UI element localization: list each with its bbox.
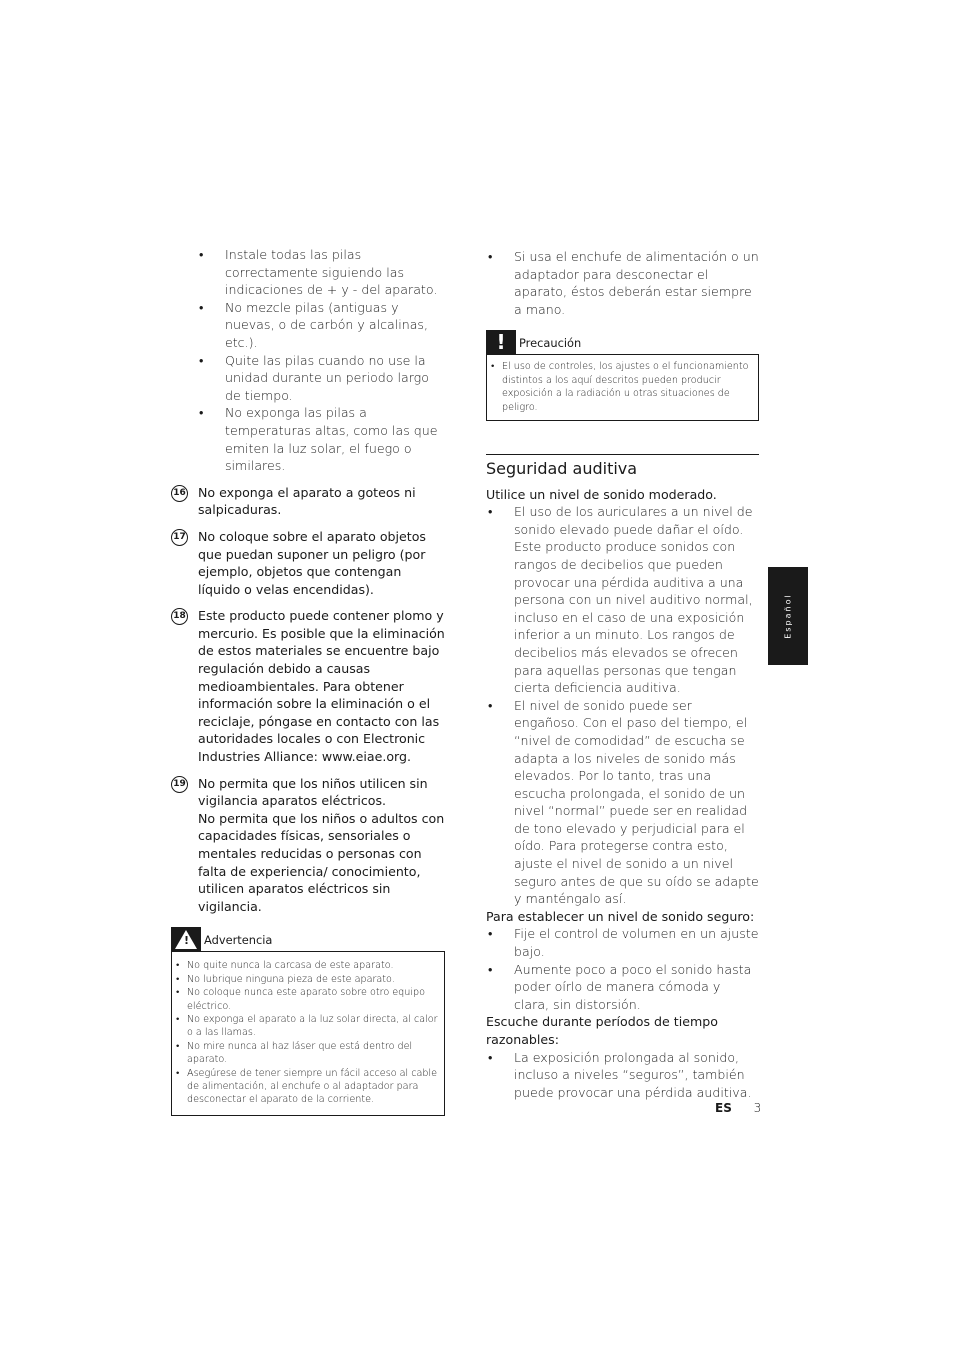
numbered-item-16 [171, 484, 445, 519]
page-footer [715, 1101, 761, 1115]
warning-label: Advertencia [204, 932, 273, 947]
subheading: Escuche durante períodos de tiempo razonables: [486, 1014, 718, 1047]
adapter-bullet-list [486, 248, 759, 318]
list-item: • No exponga el aparato a la luz solar directa, al calor o a las llamas. [176, 1013, 438, 1040]
list-item: • Aumente poco a poco el sonido hasta poder oírlo de manera cómoda y clara, sin distorsión. [486, 961, 759, 1014]
page-number: 3 [753, 1101, 762, 1115]
numbered-item-text: No coloque sobre el aparato objetos que puedan suponer un peligro (por ejemplo, objetos que contengan líquido o velas encendidas). [198, 528, 426, 597]
warning-body [171, 951, 445, 1115]
bullet-list [486, 503, 759, 908]
list-item: • Si usa el enchufe de alimentación o un adaptador para desconectar el aparato, éstos deberán estar siempre a mano. [486, 248, 759, 318]
numbered-item-text: No exponga el aparato a goteos ni salpicaduras. [198, 484, 416, 518]
caution-box [486, 330, 759, 421]
list-item: • No mire nunca al haz láser que está dentro del aparato. [176, 1040, 438, 1067]
list-item: • El uso de los auriculares a un nivel de sonido elevado puede dañar el oído. Este producto produce sonidos con rangos de decibelios que pueden provocar una pérdida auditiva a una persona con un nivel auditivo normal, incluso en el caso de una exposición inferior a un minuto. Los rangos de decibelios más elevados se ofrecen para aquellas personas que tengan cierta deficiencia auditiva. [486, 503, 759, 697]
caution-header [486, 330, 759, 354]
battery-bullet-list [171, 246, 445, 475]
subheading: Utilice un nivel de sonido moderado. [486, 486, 717, 502]
section-title: Seguridad auditiva [486, 459, 638, 478]
bullet-list [486, 925, 759, 1013]
circled-number: 17 [171, 529, 188, 546]
list-item: • Fije el control de volumen en un ajuste bajo. [486, 925, 759, 960]
list-item: • No lubrique ninguna pieza de este aparato. [176, 973, 438, 986]
list-item: • El uso de controles, los ajustes o el funcionamiento distintos a los aquí descritos pueden producir exposición a la radiación u otras situaciones de peligro. [491, 360, 752, 414]
circled-number: 16 [171, 485, 188, 502]
numbered-item-text: No permita que los niños o adultos con capacidades físicas, sensoriales o mentales reducidas o personas con falta de experiencia/ conocimiento, utilicen aparatos eléctricos sin vigilancia. [198, 810, 445, 914]
numbered-item-text: No permita que los niños utilicen sin vigilancia aparatos eléctricos. [198, 775, 428, 809]
footer-language-code: ES [715, 1101, 732, 1115]
exclamation-icon: ! [486, 330, 516, 354]
numbered-item-19 [171, 775, 445, 916]
list-item: • No quite nunca la carcasa de este aparato. [176, 959, 438, 972]
section-divider [486, 454, 759, 455]
caution-label: Precaución [519, 335, 582, 350]
list-item: • No mezcle pilas (antiguas y nuevas, o de carbón y alcalinas, etc.). [197, 299, 445, 352]
list-item: • Instale todas las pilas correctamente siguiendo las indicaciones de + y - del aparato. [197, 246, 445, 299]
warning-triangle-icon: ! [171, 927, 201, 951]
circled-number: 18 [171, 608, 188, 625]
language-side-tab [768, 567, 808, 665]
left-column [171, 246, 445, 1116]
numbered-item-18 [171, 607, 445, 765]
caution-body [486, 354, 759, 421]
right-column [486, 248, 759, 1101]
numbered-item-17 [171, 528, 445, 598]
list-item: • El nivel de sonido puede ser engañoso. Con el paso del tiempo, el “nivel de comodidad” de escucha se adapta a los niveles de sonido más elevados. Por lo tanto, tras una escucha prolongada, el sonido de un nivel “normal” puede ser en realidad de tono elevado y perjudicial para el oído. Para protegerse contra esto, ajuste el nivel de sonido a un nivel seguro antes de que su oído se adapte y manténgalo así. [486, 697, 759, 908]
circled-number: 19 [171, 776, 188, 793]
language-tab-label: Español [783, 593, 793, 639]
list-item: • La exposición prolongada al sonido, incluso a niveles “seguros”, también puede provocar una pérdida auditiva. [486, 1049, 759, 1102]
subheading: Para establecer un nivel de sonido seguro: [486, 908, 755, 924]
warning-header [171, 927, 445, 951]
list-item: • No exponga las pilas a temperaturas altas, como las que emiten la luz solar, el fuego o similares. [197, 404, 445, 474]
list-item: • Asegúrese de tener siempre un fácil acceso al cable de alimentación, al enchufe o al adaptador para desconectar el aparato de la corriente. [176, 1067, 438, 1107]
numbered-item-text: Este producto puede contener plomo y mercurio. Es posible que la eliminación de estos materiales se encuentre bajo regulación debido a causas medioambientales. Para obtener información sobre la eliminación o el reciclaje, póngase en contacto con las autoridades locales o con Electronic Industries Alliance: www.eiae.org. [198, 608, 445, 765]
list-item: • No coloque nunca este aparato sobre otro equipo eléctrico. [176, 986, 438, 1013]
bullet-list [486, 1049, 759, 1102]
list-item: • Quite las pilas cuando no use la unidad durante un periodo largo de tiempo. [197, 352, 445, 405]
warning-box [171, 927, 445, 1115]
